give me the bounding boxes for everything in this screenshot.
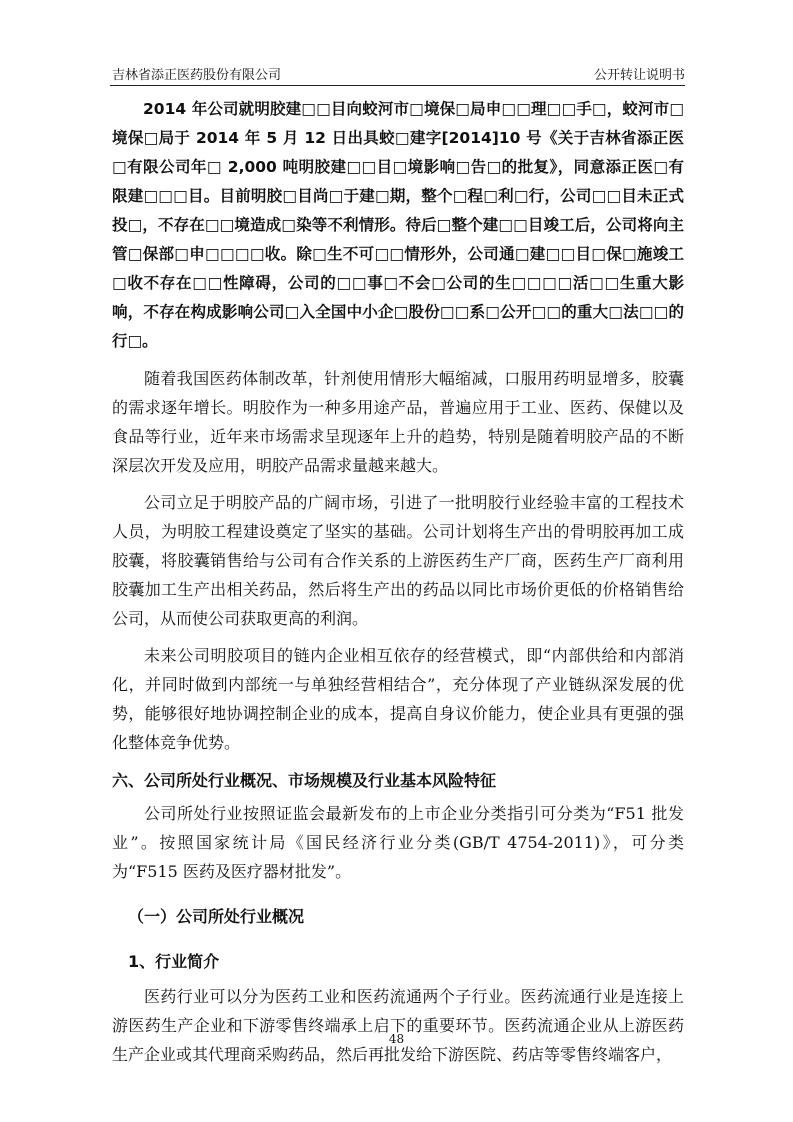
paragraph-industry-classification: 公司所处行业按照证监会最新发布的上市企业分类指引可分类为“F51 批发业”。按照国家统计局《国民经济行业分类(GB/T 4754-2011)》，可分类为“F515 医药及医疗器材批发”。 [112,804,684,881]
subsection-heading-industry-intro: 1、行业简介 [128,952,220,971]
section-heading-industry-overview: 六、公司所处行业概况、市场规模及行业基本风险特征 [112,771,497,790]
paragraph-environmental-approval: 2014 年公司就明胶建□□目向蛟河市□境保□局申□□理□□手□，蛟河市□境保□局于 2014 年 5 月 12 日出具蛟□建字[2014]10 号《关于吉林省添正医□有限公司年□ 2,000 吨明胶建□□目□境影响□告□的批复》，同意添正医□有限建□□□目。目前明胶□目尚□于建□期，整个□程□利□行，公司□□目未正式投□，不存在□□境造成□染等不利情形。待后□整个建□□目竣工后，公司将向主管□保部□申□□□□收。除□生不可□□情形外，公司通□建□□目□保□施竣工□收不存在□□性障碍，公司的□□事□不会□公司的生□□□□活□□生重大影响，不存在构成影响公司□入全国中小企□股份□□系□公开□□的重大□法□□的行□。 [112,100,684,350]
paragraph-gelatin-market-plan: 公司立足于明胶产品的广阔市场，引进了一批明胶行业经验丰富的工程技术人员，为明胶工程建设奠定了坚实的基础。公司计划将生产出的骨明胶再加工成胶囊，将胶囊销售给与公司有合作关系的上游医药生产厂商，医药生产厂商利用胶囊加工生产出相关药品，然后将生产出的药品以同比市场价更低的价格销售给公司，从而使公司获取更高的利润。 [112,493,684,628]
subsection-heading-industry-overview: （一）公司所处行业概况 [128,907,305,926]
paragraph-industry-intro: 医药行业可以分为医药工业和医药流通两个子行业。医药流通行业是连接上游医药生产企业和下游零售终端承上启下的重要环节。医药流通企业从上游医药生产企业或其代理商采购药品，然后再批发给下游医院、药店等零售终端客户， [112,987,684,1064]
page-number: 48 [388,1032,405,1046]
header-company-name: 吉林省添正医药股份有限公司 [112,68,282,83]
page-body [112,95,684,1069]
paragraph-gelatin-demand: 随着我国医药体制改革，针剂使用情形大幅缩减，口服用药明显增多，胶囊的需求逐年增长。明胶作为一种多用途产品，普遍应用于工业、医药、保健以及食品等行业，近年来市场需求呈现逐年上升的趋势，特别是随着明胶产品的不断深层次开发及应用，明胶产品需求量越来越大。 [112,369,684,475]
header-divider [110,85,685,86]
paragraph-business-model: 未来公司明胶项目的链内企业相互依存的经营模式，即“内部供给和内部消化，并同时做到内部统一与单独经营相结合”，充分体现了产业链纵深发展的优势，能够很好地协调控制企业的成本，提高自身议价能力，使企业具有更强的强化整体竞争优势。 [112,646,684,752]
header-document-type: 公开转让说明书 [593,68,685,83]
